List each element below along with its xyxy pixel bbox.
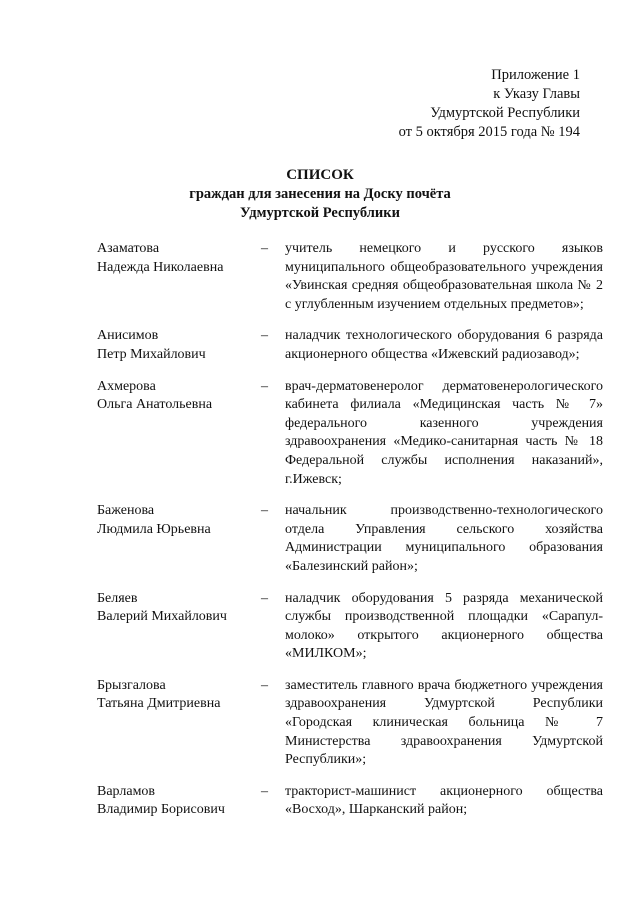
person-surname: Варламов	[97, 783, 156, 799]
person-name	[97, 677, 261, 770]
list-item	[97, 783, 609, 820]
person-surname: Ахмерова	[97, 378, 156, 394]
person-surname: Брызгалова	[97, 677, 166, 693]
dash-separator: –	[261, 328, 268, 344]
appendix-line-4: от 5 октября 2015 года № 194	[398, 124, 580, 140]
person-name	[97, 327, 261, 364]
person-given-names: Валерий Михайлович	[97, 609, 227, 625]
dash-separator: –	[261, 503, 268, 519]
person-name	[97, 378, 261, 490]
appendix-header	[320, 66, 580, 142]
appendix-line-2: к Указу Главы	[493, 86, 580, 102]
title-main: СПИСОК	[286, 167, 354, 183]
dash-separator: –	[261, 378, 268, 394]
list-item	[97, 590, 609, 664]
nominee-list	[97, 240, 609, 833]
person-surname: Азаматова	[97, 241, 160, 256]
title-subtitle-1: граждан для занесения на Доску почёта	[189, 186, 451, 202]
appendix-line-3: Удмуртской Республики	[430, 105, 580, 121]
person-position: учитель немецкого и русского языков муниципального общеобразовательного учреждения «Увинская средняя общеобразовательная школа № 2 с углубленным изучением отдельных предметов»;	[285, 241, 603, 312]
person-name	[97, 240, 261, 314]
document-title	[0, 166, 640, 223]
person-name	[97, 783, 261, 820]
dash-separator: –	[261, 241, 268, 256]
person-given-names: Людмила Юрьевна	[97, 521, 211, 537]
person-surname: Баженова	[97, 503, 155, 519]
dash-separator: –	[261, 677, 268, 693]
person-position: заместитель главного врача бюджетного учреждения здравоохранения Удмуртской Республики «Городская клиническая больница № 7 Министерства здравоохранения Удмуртской Республики»;	[285, 677, 603, 768]
person-surname: Анисимов	[97, 328, 159, 344]
person-position: тракторист-машинист акционерного общества «Восход», Шарканский район;	[285, 783, 603, 818]
person-surname: Беляев	[97, 590, 138, 606]
person-given-names: Надежда Николаевна	[97, 259, 224, 275]
person-position: наладчик оборудования 5 разряда механической службы производственной площадки «Сарапул-молоко» открытого акционерного общества «МИЛКОМ»;	[285, 590, 603, 662]
person-name	[97, 590, 261, 664]
list-item	[97, 378, 609, 490]
list-item	[97, 502, 609, 576]
person-position: наладчик технологического оборудования 6 разряда акционерного общества «Ижевский радиозавод»;	[285, 328, 603, 362]
dash-separator: –	[261, 783, 268, 799]
list-item	[97, 240, 609, 314]
person-position: врач-дерматовенеролог дерматовенерологического кабинета филиала «Медицинская часть № 7» федерального казенного учреждения здравоохранения «Медико-санитарная часть № 18 Федеральной службы исполнения наказаний», г.Ижевск;	[285, 378, 603, 487]
person-given-names: Петр Михайлович	[97, 346, 206, 362]
person-name	[97, 502, 261, 576]
dash-separator: –	[261, 590, 268, 606]
person-given-names: Ольга Анатольевна	[97, 397, 213, 413]
person-position: начальник производственно-технологического отдела Управления сельского хозяйства Администрации муниципального образования «Балезинский район»;	[285, 503, 603, 574]
list-item	[97, 677, 609, 770]
list-item	[97, 327, 609, 364]
person-given-names: Владимир Борисович	[97, 802, 225, 818]
title-subtitle-2: Удмуртской Республики	[240, 205, 400, 221]
appendix-line-1: Приложение 1	[491, 67, 580, 83]
person-given-names: Татьяна Дмитриевна	[97, 696, 221, 712]
